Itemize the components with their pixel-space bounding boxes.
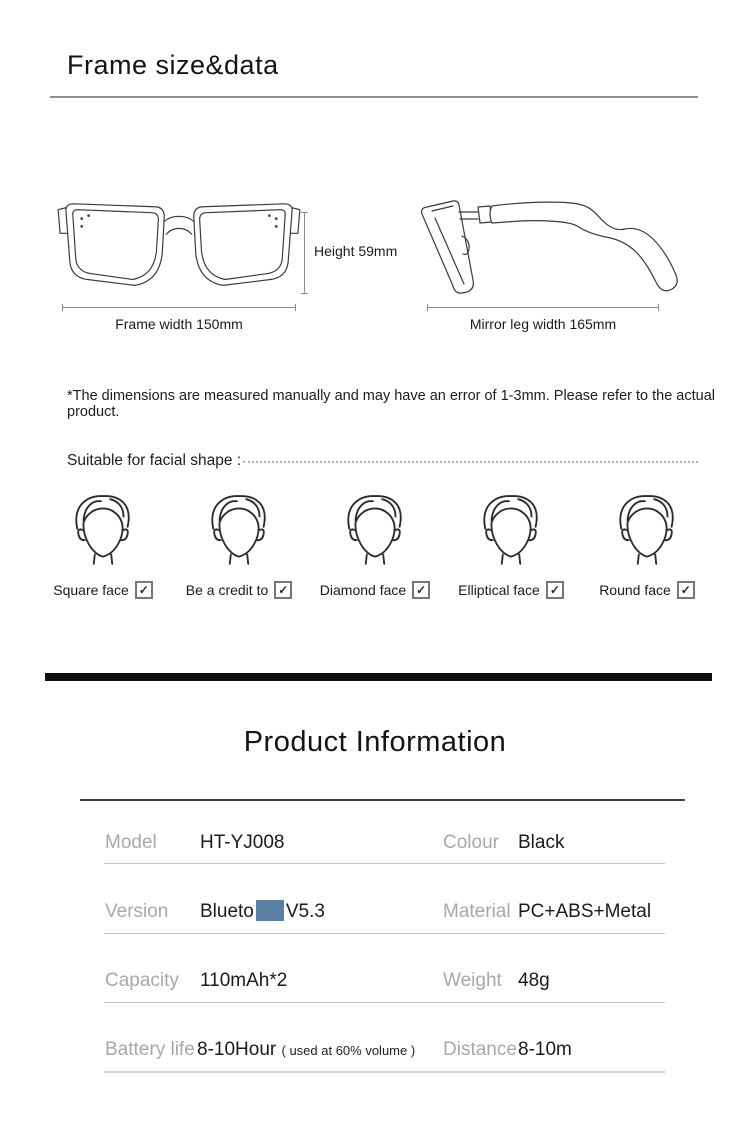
frame-size-title: Frame size&data (67, 50, 279, 80)
spec-label-colour: Colour (443, 832, 499, 853)
spec-label-battery-life: Battery life (105, 1039, 195, 1060)
height-label: Height 59mm (314, 243, 398, 259)
row-divider (104, 1002, 665, 1003)
face-option-elliptical (443, 490, 579, 599)
spec-row-version-material (0, 897, 750, 927)
row-divider (104, 933, 665, 934)
face-icon (197, 490, 281, 574)
checkbox-checked: ✓ (274, 581, 292, 599)
frame-width-label: Frame width 150mm (115, 316, 243, 332)
row-divider (104, 1071, 665, 1073)
height-measure-tick-top (301, 212, 308, 213)
leg-width-label: Mirror leg width 165mm (469, 316, 617, 332)
spec-label-version: Version (105, 901, 169, 922)
face-icon (605, 490, 689, 574)
face-label: Elliptical face (458, 582, 540, 598)
spec-label-model: Model (105, 832, 157, 853)
section-separator-bar (45, 673, 712, 681)
battery-usage-note: ( used at 60% volume ) (281, 1043, 416, 1058)
glasses-side-view-diagram (420, 192, 705, 307)
checkbox-checked: ✓ (546, 581, 564, 599)
spec-value-model: HT-YJ008 (200, 832, 285, 853)
face-icon (333, 490, 417, 574)
face-option-diamond (307, 490, 443, 599)
spec-row-battery-distance (0, 1035, 750, 1065)
face-label: Be a credit to (185, 582, 269, 598)
frame-width-measure-line (62, 307, 296, 308)
leg-width-measure-line (427, 307, 659, 308)
spec-value-battery-life: 8-10Hour ( used at 60% volume ) (197, 1039, 416, 1060)
spec-row-capacity-weight (0, 966, 750, 996)
leg-width-tick-left (427, 304, 428, 311)
title-divider (50, 96, 698, 98)
face-icon (469, 490, 553, 574)
face-option-round (579, 490, 715, 599)
spec-value-weight: 48g (518, 970, 550, 991)
spec-value-version: Blueto V5.3 (200, 901, 325, 922)
face-option-credit (171, 490, 307, 599)
censored-text-block (256, 900, 284, 921)
face-label: Diamond face (319, 582, 407, 598)
frame-width-tick-left (62, 304, 63, 311)
dimensions-disclaimer: *The dimensions are measured manually and may have an error of 1-3mm. Please refer to the actual product. (67, 388, 715, 420)
height-measure-line (304, 212, 305, 294)
face-option-square (35, 490, 171, 599)
spec-value-distance: 8-10m (518, 1039, 572, 1060)
spec-label-distance: Distance (443, 1039, 517, 1060)
spec-value-colour: Black (518, 832, 565, 853)
spec-table-top-rule (80, 799, 685, 801)
product-info-title: Product Information (243, 726, 507, 758)
spec-label-material: Material (443, 901, 511, 922)
spec-label-weight: Weight (443, 970, 502, 991)
facial-shape-heading: Suitable for facial shape : (67, 452, 242, 469)
facial-shapes-row (35, 490, 715, 599)
spec-label-capacity: Capacity (105, 970, 179, 991)
frame-width-tick-right (295, 304, 296, 311)
spec-value-capacity: 110mAh*2 (200, 970, 288, 991)
glasses-front-view-diagram (56, 194, 302, 307)
face-icon (61, 490, 145, 574)
checkbox-checked: ✓ (135, 581, 153, 599)
face-label: Round face (599, 582, 671, 598)
height-measure-tick-bottom (301, 293, 308, 294)
face-label: Square face (53, 582, 129, 598)
checkbox-checked: ✓ (677, 581, 695, 599)
spec-row-model-colour (0, 828, 750, 858)
leg-width-tick-right (658, 304, 659, 311)
dotted-divider (243, 461, 698, 463)
row-divider (104, 863, 665, 864)
checkbox-checked: ✓ (412, 581, 430, 599)
spec-value-material: PC+ABS+Metal (518, 901, 652, 922)
